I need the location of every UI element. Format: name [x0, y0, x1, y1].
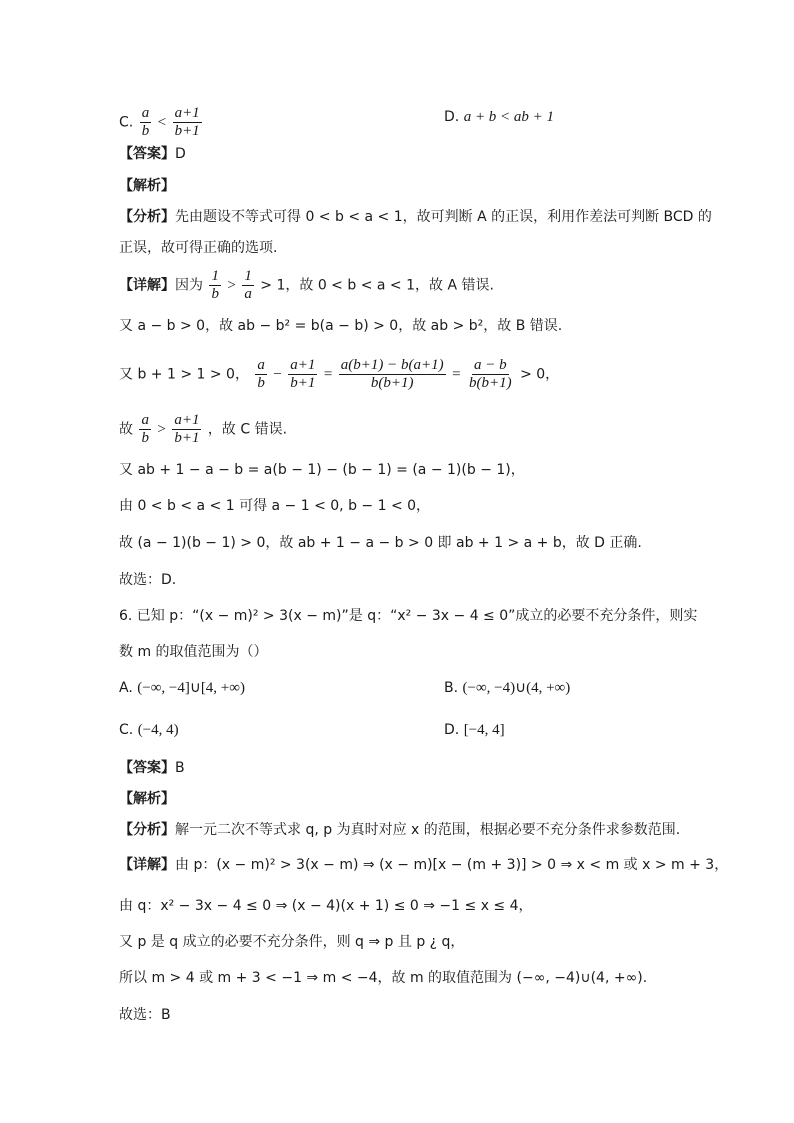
fraction: $\frac{a - b}{b(b+1)}$: [469, 357, 512, 391]
q5-jiexi-heading: 【解析】: [119, 178, 175, 194]
fraction: $\frac{a}{b}$: [257, 357, 265, 391]
q5-detail-line1: 【详解】因为 $\frac{1}{b}$ > $\frac{1}{a}$ > 1，故 0 < b < a < 1，故 A 错误.: [119, 268, 494, 302]
q5-detail-line7: 故 (a − 1)(b − 1) > 0，故 ab + 1 − a − b > 0 即 ab + 1 > a + b，故 D 正确.: [119, 535, 642, 551]
q6-option-b: B. (−∞, −4)∪(4, +∞): [444, 680, 571, 696]
fraction: $\frac{a+1}{b+1}$: [174, 412, 200, 446]
q5-conclusion: 故选：D.: [119, 572, 177, 588]
q6-option-d: D. [−4, 4]: [444, 722, 505, 738]
q5-detail-line5: 又 ab + 1 − a − b = a(b − 1) − (b − 1) = (a − 1)(b − 1)，: [119, 462, 525, 478]
option-label: D.: [444, 109, 460, 125]
fraction: $\frac{a(b+1) - b(a+1)}{b(b+1)}$: [340, 357, 444, 391]
q5-fenxi-line2: 正误，故可得正确的选项.: [119, 240, 278, 256]
q5-detail-line6: 由 0 < b < a < 1 可得 a − 1 < 0, b − 1 < 0，: [119, 498, 431, 514]
q6-stem-line2: 数 m 的取值范围为（）: [119, 644, 268, 660]
fraction: $\frac{a+1}{b+1}$: [174, 105, 200, 139]
q5-detail-line3: 又 b + 1 > 1 > 0， $\frac{a}{b}$ − $\frac{a+1}{b+1}$ = $\frac{a(b+1) - b(a+1)}{b(b+1)}$ = $\frac{a - b}{b(b+1)}$ > 0，: [119, 357, 560, 391]
fraction: $\frac{1}{a}$: [244, 268, 252, 302]
q6-detail-line2: 由 q：x² − 3x − 4 ≤ 0 ⇒ (x − 4)(x + 1) ≤ 0 ⇒ −1 ≤ x ≤ 4，: [119, 898, 533, 914]
fraction: $\frac{a}{b}$: [141, 412, 149, 446]
q6-answer: 【答案】B: [119, 760, 185, 776]
option-label: C.: [119, 114, 134, 131]
q6-option-c: C. (−4, 4): [119, 722, 179, 738]
q5-detail-line4: 故 $\frac{a}{b}$ > $\frac{a+1}{b+1}$ ，故 C 错误.: [119, 412, 288, 446]
q5-answer: 【答案】D: [119, 146, 186, 162]
fraction: $\frac{1}{b}$: [211, 268, 219, 302]
q6-detail-line3: 又 p 是 q 成立的必要不充分条件，则 q ⇒ p 且 p ¿ q，: [119, 934, 465, 950]
option-expression: a + b < ab + 1: [463, 109, 555, 125]
q6-detail-line4: 所以 m > 4 或 m + 3 < −1 ⇒ m < −4，故 m 的取值范围为 (−∞, −4)∪(4, +∞).: [119, 970, 648, 986]
q6-jiexi-heading: 【解析】: [119, 791, 175, 807]
q6-fenxi: 【分析】解一元二次不等式求 q, p 为真时对应 x 的范围，根据必要不充分条件求参数范围.: [119, 822, 681, 838]
q6-detail-line1: 【详解】由 p：(x − m)² > 3(x − m) ⇒ (x − m)[x − (m + 3)] > 0 ⇒ x < m 或 x > m + 3，: [119, 857, 729, 873]
fraction: $\frac{a+1}{b+1}$: [290, 357, 316, 391]
q5-option-c: C. $\frac{a}{b}$ < $\frac{a+1}{b+1}$: [119, 105, 200, 139]
q5-option-d: [444, 107, 554, 127]
q6-option-a: A. (−∞, −4]∪[4, +∞): [119, 680, 245, 696]
q6-stem-line1: 6. 已知 p：“(x − m)² > 3(x − m)”是 q：“x² − 3x − 4 ≤ 0”成立的必要不充分条件，则实: [119, 608, 698, 624]
q5-fenxi-line1: 【分析】先由题设不等式可得 0 < b < a < 1，故可判断 A 的正误，利用作差法可判断 BCD 的: [119, 209, 712, 225]
fraction: $\frac{a}{b}$: [141, 105, 150, 139]
q5-detail-line2: 又 a − b > 0，故 ab − b² = b(a − b) > 0，故 ab > b²，故 B 错误.: [119, 318, 563, 334]
q6-conclusion: 故选：B: [119, 1007, 171, 1023]
